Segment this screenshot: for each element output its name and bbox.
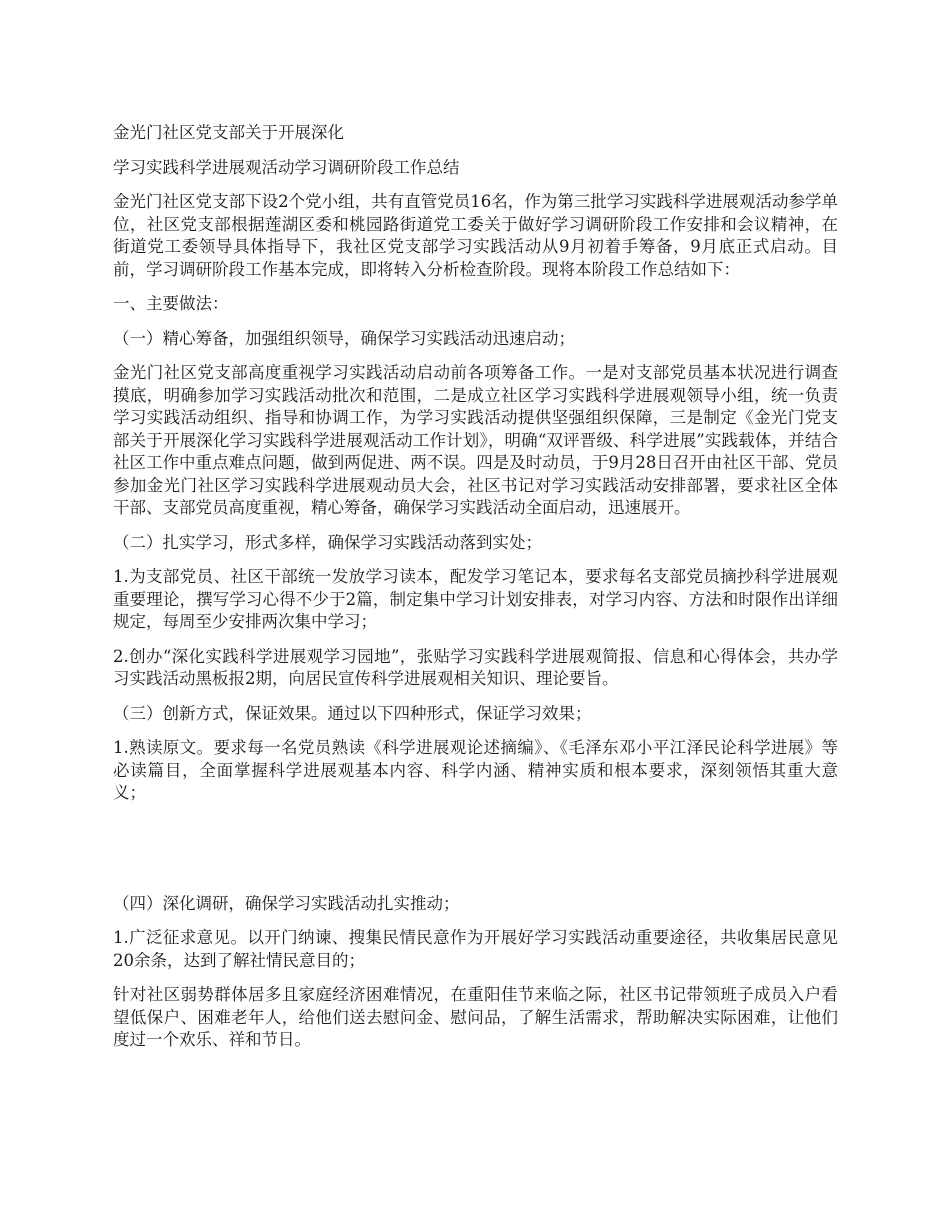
subsection-4-body: 针对社区弱势群体居多且家庭经济困难情况，在重阳佳节来临之际，社区书记带领班子成员入户看望低保户、困难老年人，给他们送去慰问金、慰问品，了解生活需求，帮助解决实际困难，让他们度过一个欢乐、祥和节日。 [113, 985, 838, 1049]
section-1-heading: 一、主要做法： [113, 294, 229, 313]
subsection-2-item-2: 2.创办“深化实践科学进展观学习园地”，张贴学习实践科学进展观简报、信息和心得体会，共办学习实践活动黑板报2期，向居民宣传科学进展观相关知识、理论要旨。 [113, 646, 838, 688]
intro-paragraph: 金光门社区党支部下设2个党小组，共有直管党员16名，作为第三批学习实践科学进展观活动参学单位，社区党支部根据莲湖区委和桃园路街道党工委关于做好学习调研阶段工作安排和会议精神，在街道党工委领导具体指导下，我社区党支部学习实践活动从9月初着手筹备，9月底正式启动。目前，学习调研阶段工作基本完成，即将转入分析检查阶段。现将本阶段工作总结如下： [113, 192, 838, 279]
document-body [113, 122, 838, 1064]
subsection-2-item-1: 1.为支部党员、社区干部统一发放学习读本，配发学习笔记本，要求每名支部党员摘抄科学进展观重要理论，撰写学习心得不少于2篇，制定集中学习计划安排表，对学习内容、方法和时限作出详细规定，每周至少安排两次集中学习； [113, 567, 838, 631]
subsection-4-item-1: 1.广泛征求意见。以开门纳谏、搜集民情民意作为开展好学习实践活动重要途径，共收集居民意见20余条，达到了解社情民意目的； [113, 928, 838, 970]
blank-gap [113, 817, 838, 893]
subsection-2-heading: （二）扎实学习，形式多样，确保学习实践活动落到实处； [113, 532, 542, 552]
subsection-3-item-1: 1.熟读原文。要求每一名党员熟读《科学进展观论述摘编》、《毛泽东邓小平江泽民论科学进展》等必读篇目，全面掌握科学进展观基本内容、科学内涵、精神实质和根本要求，深刻领悟其重大意义； [113, 738, 838, 802]
title-line-1: 金光门社区党支部关于开展深化 [113, 123, 344, 142]
subsection-3-heading: （三）创新方式，保证效果。通过以下四种形式，保证学习效果； [113, 703, 592, 723]
subsection-1-body: 金光门社区党支部高度重视学习实践活动启动前各项筹备工作。一是对支部党员基本状况进行调查摸底，明确参加学习实践活动批次和范围，二是成立社区学习实践科学进展观领导小组，统一负责学习实践活动组织、指导和协调工作，为学习实践活动提供坚强组织保障，三是制定《金光门党支部关于开展深化学习实践科学进展观活动工作计划》，明确“双评晋级、科学进展”实践载体，并结合社区工作中重点难点问题，做到两促进、两不误。四是及时动员，于9月28日召开由社区干部、党员参加金光门社区学习实践科学进展观动员大会，社区书记对学习实践活动安排部署，要求社区全体干部、支部党员高度重视，精心筹备，确保学习实践活动全面启动，迅速展开。 [113, 363, 838, 517]
subsection-1-heading: （一）精心筹备，加强组织领导，确保学习实践活动迅速启动； [113, 328, 575, 348]
title-line-2: 学习实践科学进展观活动学习调研阶段工作总结 [113, 157, 460, 177]
subsection-4-heading: （四）深化调研，确保学习实践活动扎实推动； [113, 893, 460, 913]
